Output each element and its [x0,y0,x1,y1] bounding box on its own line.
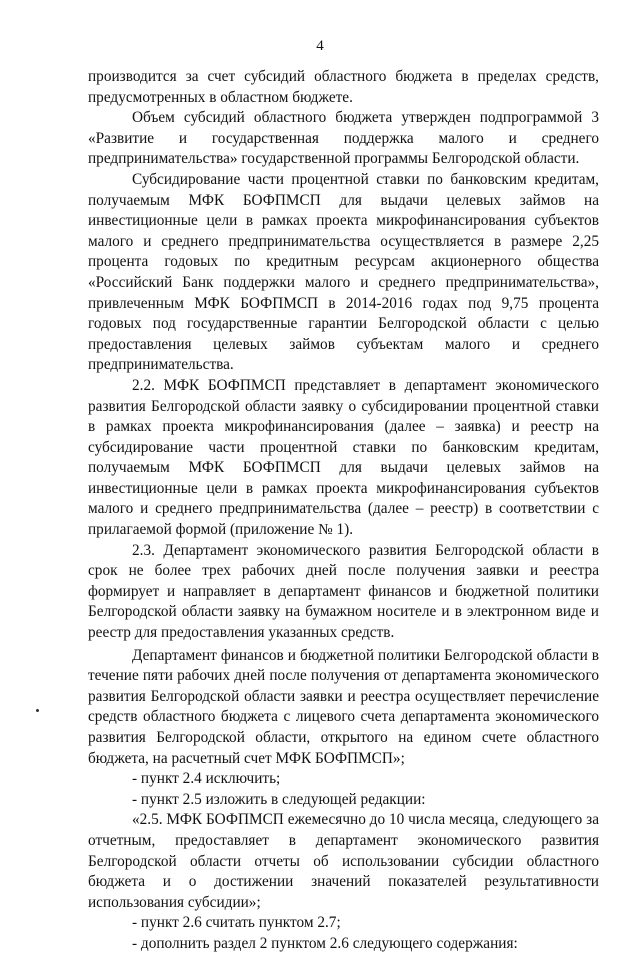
list-item: - пункт 2.6 считать пунктом 2.7; [132,914,341,932]
document-body [88,67,599,955]
paragraph: Департамент финансов и бюджетной политики Белгородской области в течение пяти рабочих дней после получения от департамента экономического развития Белгородской области заявки и реестра осуществляет перечисление средств областного бюджета с лицевого счета департамента экономического развития Белгородской области, открытого на едином счете областного бюджета, на расчетный счет МФК БОФПМСП»; [88,646,599,767]
list-item: - пункт 2.4 исключить; [132,770,281,788]
scan-speck [36,709,39,712]
paragraph: Объем субсидий областного бюджета утвержден подпрограммой 3 «Развитие и государственная поддержка малого и среднего предпринимательства» государственной программы Белгородской области. [88,109,599,168]
list-item: - пункт 2.5 изложить в следующей редакции: [132,790,426,808]
paragraph: «2.5. МФК БОФПМСП ежемесячно до 10 числа месяца, следующего за отчетным, предоставляет в департамент экономического развития Белгородской области отчеты об использовании субсидии областного бюджета и о достижении значений показателей результативности использования субсидии»; [88,811,599,911]
list-item: - дополнить раздел 2 пунктом 2.6 следующего содержания: [132,934,518,952]
page-number: 4 [316,38,324,54]
paragraph: 2.3. Департамент экономического развития Белгородской области в срок не более трех рабочих дней после получения заявки и реестра формирует и направляет в департамент финансов и бюджетной политики Белгородской области заявку на бумажном носителе и в электронном виде и реестр для предоставления указанных средств. [88,541,599,642]
paragraph: производится за счет субсидий областного бюджета в пределах средств, предусмотренных в областном бюджете. [88,68,599,106]
paragraph: 2.2. МФК БОФПМСП представляет в департамент экономического развития Белгородской области заявку о субсидировании процентной ставки в рамках проекта микрофинансирования (далее – заявка) и реестр на субсидирование части процентной ставки по банковским кредитам, получаемым МФК БОФПМСП для выдачи целевых займов на инвестиционные цели в рамках проекта микрофинансирования субъектов малого и среднего предпринимательства (далее – реестр) в соответствии с прилагаемой формой (приложение № 1). [88,376,599,539]
paragraph: Субсидирование части процентной ставки по банковским кредитам, получаемым МФК БОФПМСП для выдачи целевых займов на инвестиционные цели в рамках проекта микрофинансирования субъектов малого и среднего предпринимательства осуществляется в размере 2,25 процента годовых по кредитным ресурсам акционерного общества «Российский Банк поддержки малого и среднего предпринимательства», привлеченным МФК БОФПМСП в 2014-2016 годах под 9,75 процента годовых под государственные гарантии Белгородской области с целью предоставления целевых займов субъектам малого и среднего предпринимательства. [88,170,599,374]
